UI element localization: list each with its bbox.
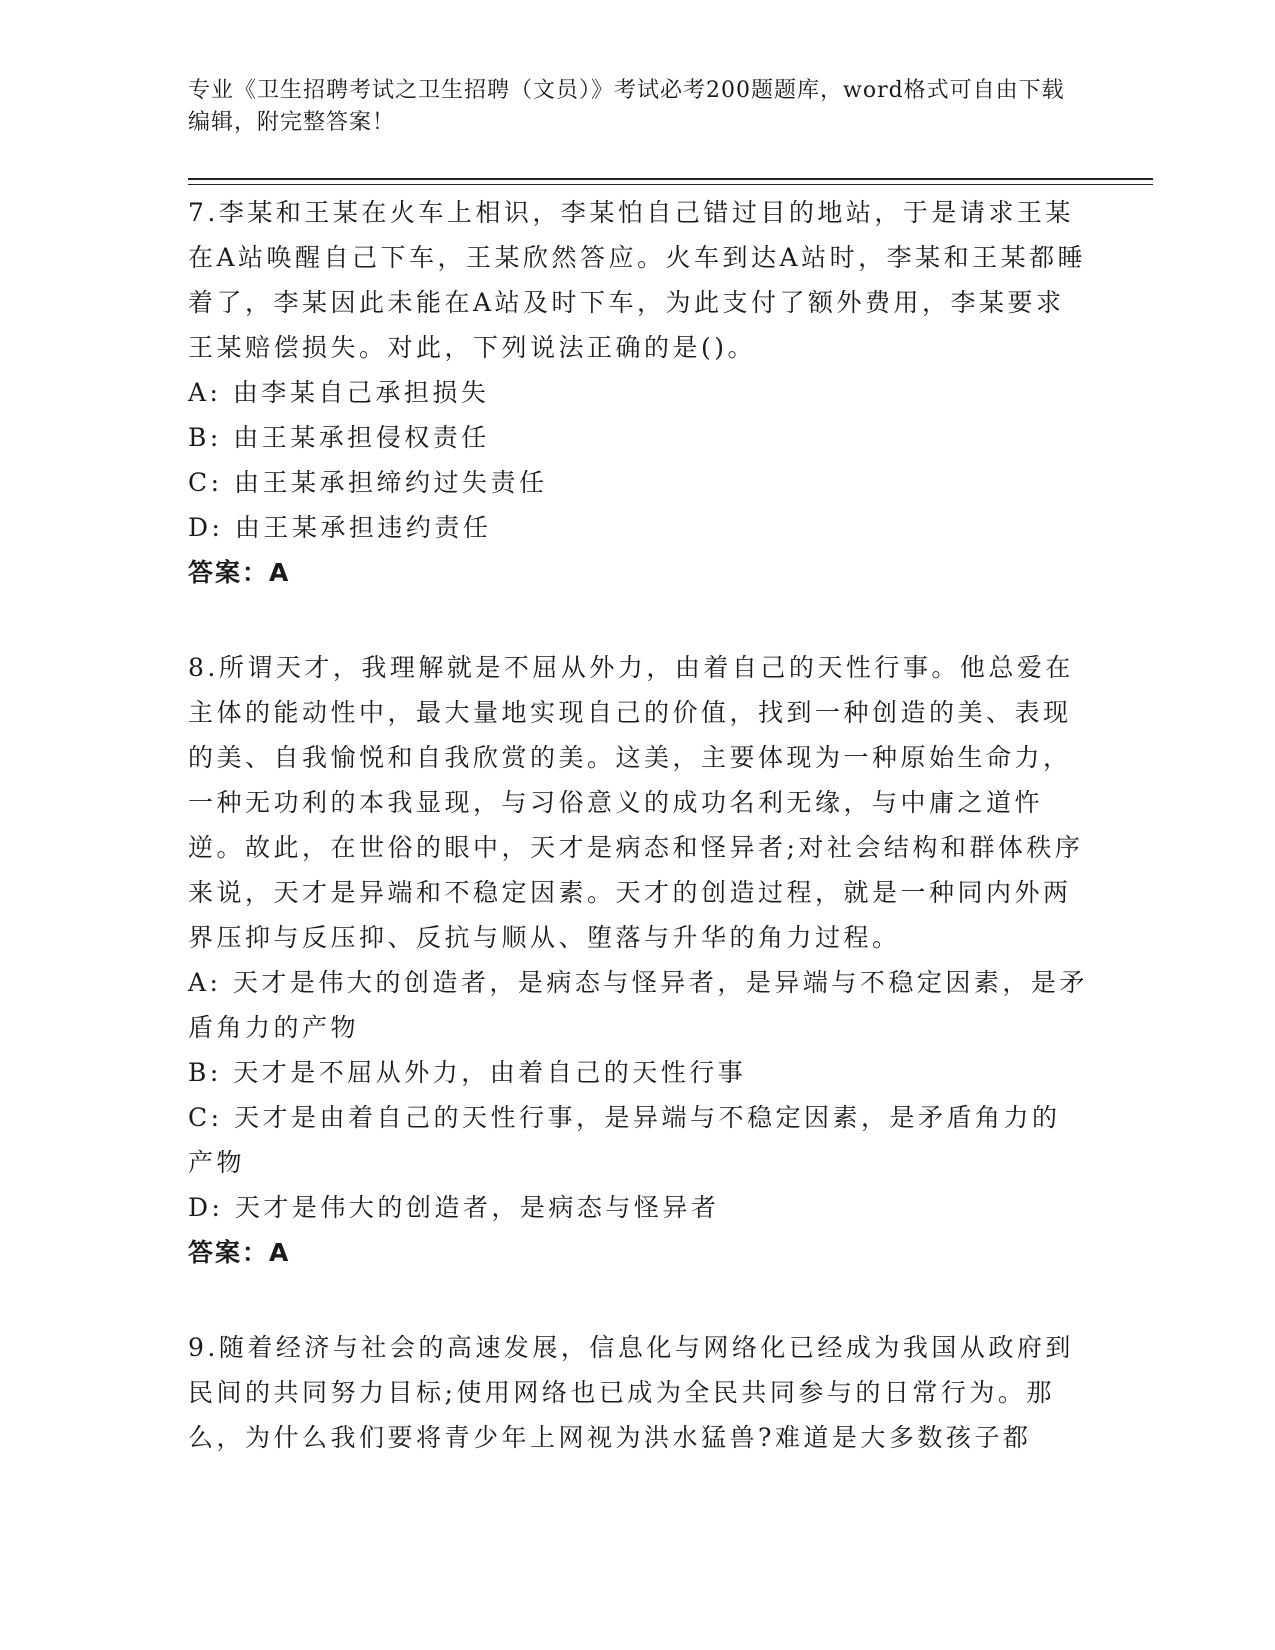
option-b: B: 天才是不屈从外力，由着自己的天性行事: [188, 1058, 747, 1087]
page-header: 专业《卫生招聘考试之卫生招聘（文员）》考试必考200题题库，word格式可自由下载编辑，附完整答案！: [188, 78, 1065, 135]
option-a: A: 由李某自己承担损失: [188, 378, 490, 407]
header-divider-thick: [188, 178, 1153, 180]
option-c: C: 由王某承担缔约过失责任: [188, 468, 548, 497]
answer: 答案：A: [188, 558, 291, 587]
question-stem: 8.所谓天才，我理解就是不屈从外力，由着自己的天性行事。他总爱在主体的能动性中，最大量地实现自己的价值，找到一种创造的美、表现的美、自我愉悦和自我欣赏的美。这美，主要体现为一种原始生命力，一种无功利的本我显现，与习俗意义的成功名利无缘，与中庸之道忤逆。故此，在世俗的眼中，天才是病态和怪异者;对社会结构和群体秩序来说，天才是异端和不稳定因素。天才的创造过程，就是一种同内外两界压抑与反压抑、反抗与顺从、堕落与升华的角力过程。: [188, 653, 1084, 952]
question-9: [188, 1325, 1088, 1460]
header-divider-thin: [188, 184, 1153, 185]
question-stem: 9.随着经济与社会的高速发展，信息化与网络化已经成为我国从政府到民间的共同努力目标;使用网络也已成为全民共同参与的日常行为。那么，为什么我们要将青少年上网视为洪水猛兽?难道是大多数孩子都: [188, 1333, 1074, 1452]
question-7: [188, 190, 1088, 595]
option-c: C: 天才是由着自己的天性行事，是异端与不稳定因素，是矛盾角力的产物: [188, 1103, 1061, 1177]
answer: 答案：A: [188, 1238, 291, 1267]
question-stem: 7.李某和王某在火车上相识，李某怕自己错过目的地站，于是请求王某在A站唤醒自己下车，王某欣然答应。火车到达A站时，李某和王某都睡着了，李某因此未能在A站及时下车，为此支付了额外费用，李某要求王某赔偿损失。对此，下列说法正确的是()。: [188, 198, 1087, 362]
option-d: D: 由王某承担违约责任: [188, 513, 492, 542]
option-d: D: 天才是伟大的创造者，是病态与怪异者: [188, 1193, 720, 1222]
option-a: A: 天才是伟大的创造者，是病态与怪异者，是异端与不稳定因素，是矛盾角力的产物: [188, 968, 1088, 1042]
option-b: B: 由王某承担侵权责任: [188, 423, 490, 452]
question-8: [188, 645, 1088, 1275]
